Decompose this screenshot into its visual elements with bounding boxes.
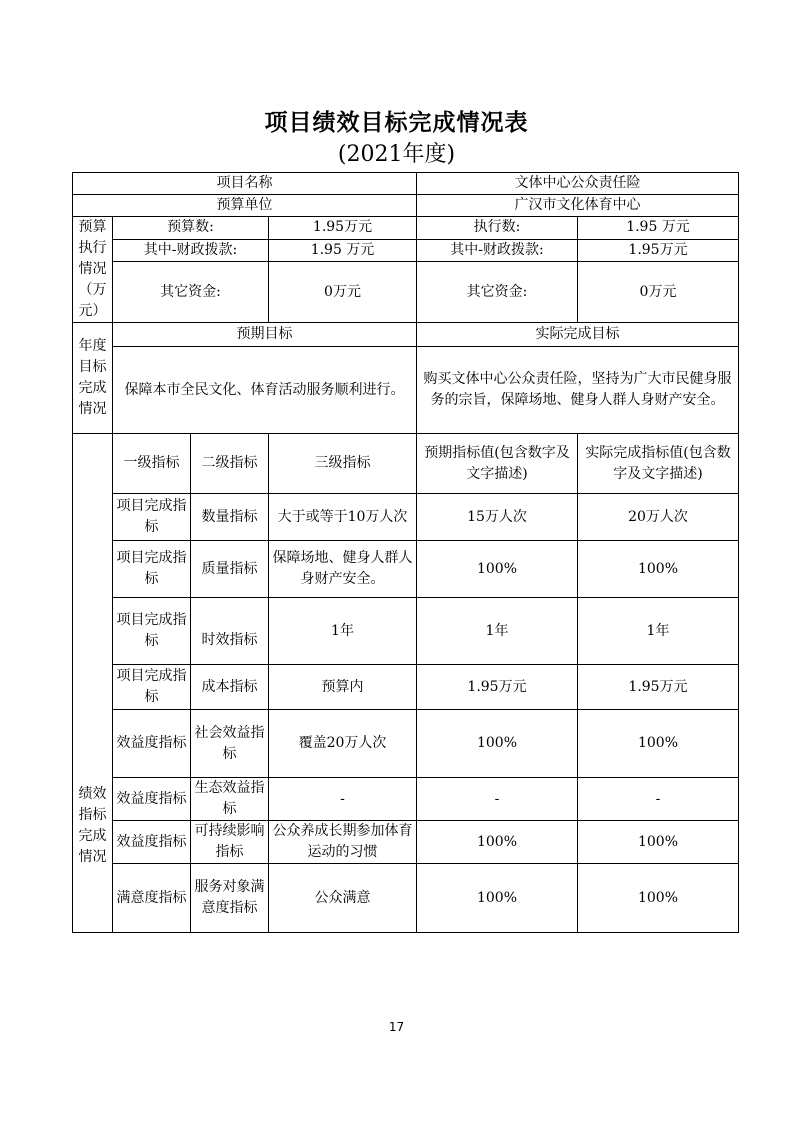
level3-cell: 公众满意: [269, 864, 417, 933]
header-level2: 二级指标: [191, 434, 269, 494]
level2-cell: 可持续影响指标: [191, 821, 269, 864]
table-row: [73, 778, 739, 821]
other-value-exec: 0万元: [578, 262, 739, 323]
level3-cell: 覆盖20万人次: [269, 710, 417, 778]
actual-cell: -: [578, 778, 739, 821]
expected-cell: 100%: [417, 821, 578, 864]
level2-cell: 成本指标: [191, 665, 269, 710]
level1-cell: 项目完成指标: [113, 541, 191, 598]
level3-cell: 1年: [269, 598, 417, 665]
expected-cell: -: [417, 778, 578, 821]
fiscal-row: [73, 239, 739, 262]
level3-cell: 保障场地、健身人群人身财产安全。: [269, 541, 417, 598]
other-label-budget: 其它资金:: [113, 262, 269, 323]
table-row: [73, 665, 739, 710]
project-name-label: 项目名称: [73, 173, 417, 195]
project-name-value: 文体中心公众责任险: [417, 173, 739, 195]
level3-cell: -: [269, 778, 417, 821]
performance-table: [72, 172, 739, 933]
level1-cell: 项目完成指标: [113, 665, 191, 710]
header-actual: 实际完成指标值(包含数字及文字描述): [578, 434, 739, 494]
table-row: [73, 864, 739, 933]
level3-cell: 预算内: [269, 665, 417, 710]
annual-content-row: [73, 347, 739, 434]
expected-cell: 1年: [417, 598, 578, 665]
table-row: [73, 598, 739, 665]
expected-cell: 1.95万元: [417, 665, 578, 710]
indicator-side-label: 绩效指标完成情况: [73, 434, 113, 933]
expected-cell: 100%: [417, 710, 578, 778]
actual-cell: 100%: [578, 541, 739, 598]
table-row: [73, 494, 739, 541]
level2-cell: 社会效益指标: [191, 710, 269, 778]
actual-cell: 20万人次: [578, 494, 739, 541]
budget-row: [73, 217, 739, 240]
level1-cell: 满意度指标: [113, 864, 191, 933]
fiscal-label-budget: 其中-财政拨款:: [113, 239, 269, 262]
budget-amount-value: 1.95万元: [269, 217, 417, 240]
budget-amount-label: 预算数:: [113, 217, 269, 240]
table-row: [73, 710, 739, 778]
exec-amount-label: 执行数:: [417, 217, 578, 240]
actual-cell: 100%: [578, 710, 739, 778]
level2-cell: 时效指标: [191, 598, 269, 665]
exec-amount-value: 1.95 万元: [578, 217, 739, 240]
level3-cell: 大于或等于10万人次: [269, 494, 417, 541]
budget-unit-label: 预算单位: [73, 195, 417, 217]
level2-cell: 生态效益指标: [191, 778, 269, 821]
level1-cell: 效益度指标: [113, 821, 191, 864]
expected-cell: 100%: [417, 864, 578, 933]
expected-cell: 15万人次: [417, 494, 578, 541]
expected-goal-text: 保障本市全民文化、体育活动服务顺利进行。: [113, 347, 417, 434]
actual-goal-text: 购买文体中心公众责任险，坚持为广大市民健身服务的宗旨，保障场地、健身人群人身财产安全。: [417, 347, 739, 434]
expected-goal-header: 预期目标: [113, 323, 417, 347]
level1-cell: 项目完成指标: [113, 494, 191, 541]
actual-cell: 100%: [578, 821, 739, 864]
other-value-budget: 0万元: [269, 262, 417, 323]
actual-goal-header: 实际完成目标: [417, 323, 739, 347]
level1-cell: 项目完成指标: [113, 598, 191, 665]
fiscal-value-exec: 1.95万元: [578, 239, 739, 262]
budget-unit-row: [73, 195, 739, 217]
table-row: [73, 541, 739, 598]
project-name-row: [73, 173, 739, 195]
other-funds-row: [73, 262, 739, 323]
annual-side-label: 年度目标完成情况: [73, 323, 113, 434]
fiscal-value-budget: 1.95 万元: [269, 239, 417, 262]
budget-unit-value: 广汉市文化体育中心: [417, 195, 739, 217]
other-label-exec: 其它资金:: [417, 262, 578, 323]
level2-cell: 数量指标: [191, 494, 269, 541]
level1-cell: 效益度指标: [113, 778, 191, 821]
actual-cell: 1.95万元: [578, 665, 739, 710]
annual-header-row: [73, 323, 739, 347]
actual-cell: 1年: [578, 598, 739, 665]
level2-cell: 服务对象满意度指标: [191, 864, 269, 933]
level1-cell: 效益度指标: [113, 710, 191, 778]
header-level1: 一级指标: [113, 434, 191, 494]
level2-cell: 质量指标: [191, 541, 269, 598]
header-expected: 预期指标值(包含数字及文字描述): [417, 434, 578, 494]
expected-cell: 100%: [417, 541, 578, 598]
actual-cell: 100%: [578, 864, 739, 933]
page-number: 17: [388, 1020, 405, 1034]
fiscal-label-exec: 其中-财政拨款:: [417, 239, 578, 262]
page-title: 项目绩效目标完成情况表: [264, 110, 529, 136]
indicator-header-row: [73, 434, 739, 494]
page-subtitle: (2021年度): [337, 142, 456, 167]
header-level3: 三级指标: [269, 434, 417, 494]
table-row: [73, 821, 739, 864]
budget-side-label: 预算执行情况（万元）: [73, 217, 113, 323]
level3-cell: 公众养成长期参加体育运动的习惯: [269, 821, 417, 864]
